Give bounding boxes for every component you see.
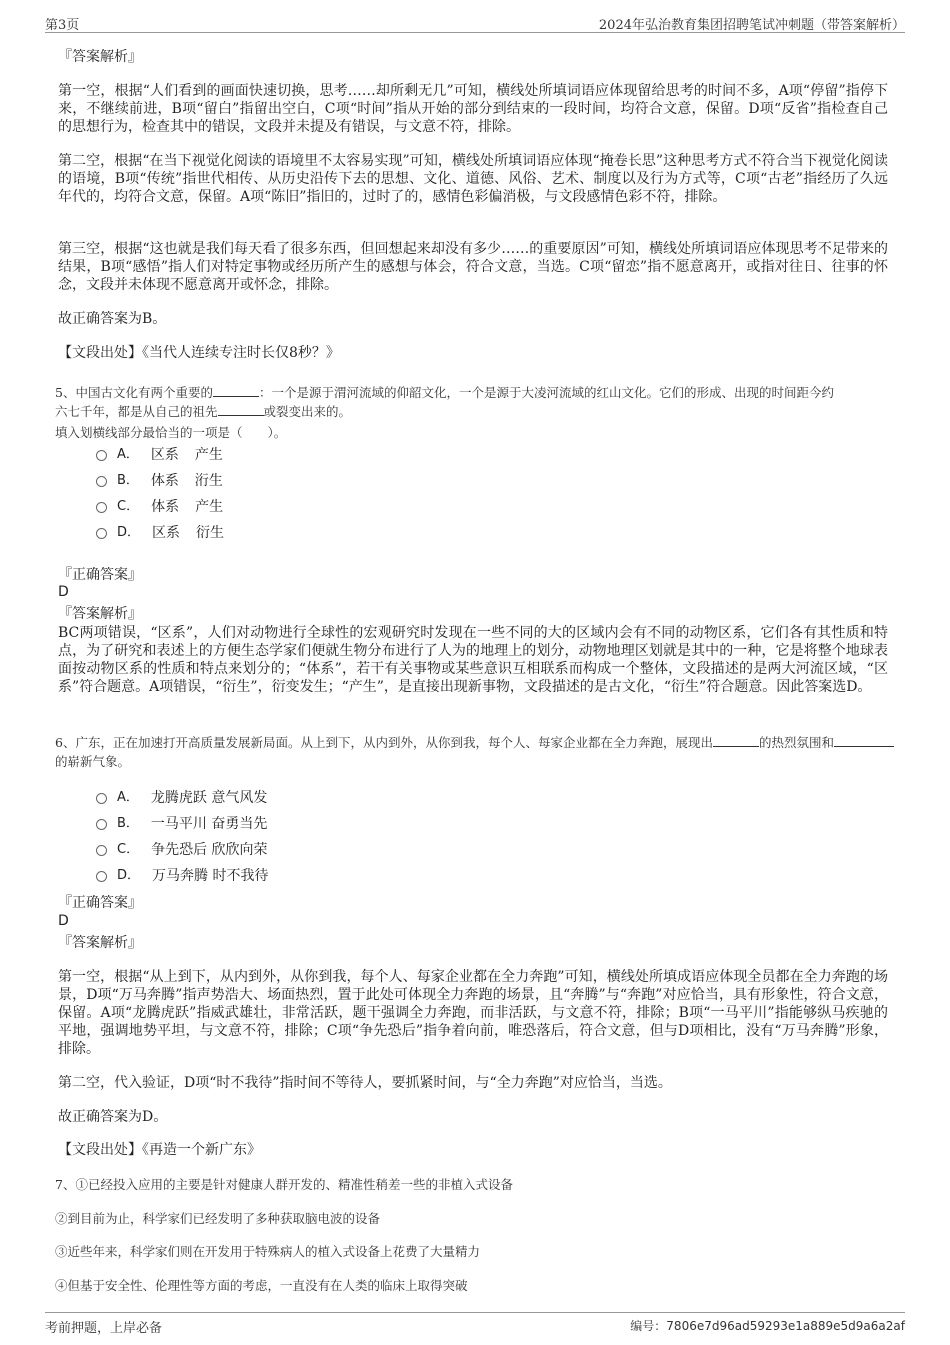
q7-statement-4: ④但基于安全性、伦理性等方面的考虑，一直没有在人类的临床上取得突破 [55, 1278, 468, 1293]
q6-stem [55, 733, 895, 771]
radio-icon[interactable] [96, 528, 107, 539]
q6-explanation-label: 『答案解析』 [58, 935, 142, 951]
q6-explanation-para2: 第二空，代入验证，D项“时不我待”指时间不等待人，要抓紧时间，与“全力奔跑”对应恰当，当选。 [58, 1075, 672, 1091]
radio-icon[interactable] [96, 845, 107, 856]
q5-option-d[interactable]: D． 区系 衍生 [96, 524, 224, 542]
q7-statement-3: ③近些年来，科学家们则在开发用于特殊病人的植入式设备上花费了大量精力 [55, 1244, 481, 1259]
document-title: 2024年弘治教育集团招聘笔试冲刺题（带答案解析） [598, 18, 905, 33]
blank-line [218, 403, 264, 416]
radio-icon[interactable] [96, 450, 107, 461]
q5-option-a[interactable]: A． 区系 产生 [96, 446, 223, 464]
q5-explanation: BC两项错误，“区系”，人们对动物进行全球性的宏观研究时发现在一些不同的大的区域内会有不同的动物区系，它们各有其性质和特点，为了研究和表述上的方便生态学家们便就生物分布进行了人为的地理上的划分，动物地理区划就是其中的一种，它是将整个地球表面按动物区系的性质和特点来划分的；“体系”，若干有关事物或某些意识互相联系而构成一个整体，文段描述的是两大河流区域，“区系”符合题意。A项错误，“衍生”，衍变发生；“产生”，是直接出现新事物，文段描述的是古文化，“衍生”符合题意。因此答案选D。 [58, 625, 888, 695]
q5-stem-part: 或裂变出来的。 [263, 404, 352, 419]
q7-statement-1: 7、①已经投入应用的主要是针对健康人群开发的、精准性稍差一些的非植入式设备 [55, 1177, 513, 1192]
radio-icon[interactable] [96, 793, 107, 804]
radio-icon[interactable] [96, 819, 107, 830]
q7-statement-2: ②到目前为止，科学家们已经发明了多种获取脑电波的设备 [55, 1211, 381, 1226]
q5-stem [55, 383, 895, 421]
q4-explanation-label: 『答案解析』 [58, 49, 142, 65]
q6-answer: D [58, 913, 69, 929]
q6-option-d[interactable]: D． 万马奔腾 时不我待 [96, 867, 268, 885]
q6-option-b[interactable]: B． 一马平川 奋勇当先 [96, 815, 267, 833]
q5-option-b[interactable]: B． 体系 洐生 [96, 472, 223, 490]
blank-line [213, 384, 259, 397]
q4-explanation-para3: 第三空，根据“这也就是我们每天看了很多东西，但回想起来却没有多少……的重要原因”可知，横线处所填词语应体现思考不足带来的结果，B项“感悟”指人们对特定事物或经历所产生的感想与体会，符合文意，当选。C项“留恋”指不愿意离开，或指对往日、往事的怀念，文段并未体现不愿意离开或怀念，排除。 [58, 241, 888, 293]
q4-source: 【文段出处】《当代人连续专注时长仅8秒？》 [58, 345, 340, 361]
q5-explanation-label: 『答案解析』 [58, 606, 142, 622]
q5-stem-part: 六七千年，都是从自己的祖先 [55, 404, 218, 419]
q5-prompt: 填入划横线部分最恰当的一项是（ ）。 [55, 425, 287, 440]
q4-explanation-para1: 第一空，根据“人们看到的画面快速切换，思考……却所剩无几”可知，横线处所填词语应体现留给思考的时间不多，A项“停留”指停下来，不继续前进，B项“留白”指留出空白，C项“时间”指从开始的部分到结束的一段时间，均符合文意，保留。D项“反省”指检查自己的思想行为，检查其中的错误，文段并未提及有错误，与文意不符，排除。 [58, 83, 888, 135]
page-number: 第3页 [45, 18, 80, 33]
document-id: 编号：7806e7d96ad59293e1a889e5d9a6a2af [630, 1319, 905, 1333]
q6-stem-part: 的崭新气象。 [55, 754, 131, 769]
blank-line [713, 734, 759, 747]
radio-icon[interactable] [96, 502, 107, 513]
footer-slogan: 考前押题，上岸必备 [45, 1321, 163, 1336]
blank-line [834, 734, 894, 747]
q6-option-a[interactable]: A． 龙腾虎跃 意气风发 [96, 789, 267, 807]
page-footer [45, 1312, 905, 1335]
radio-icon[interactable] [96, 476, 107, 487]
q5-option-c[interactable]: C． 体系 产生 [96, 498, 223, 516]
q4-explanation-para2: 第二空，根据“在当下视觉化阅读的语境里不太容易实现”可知，横线处所填词语应体现“掩卷长思”这种思考方式不符合当下视觉化阅读的语境，B项“传统”指世代相传、从历史沿传下去的思想、文化、道德、风俗、艺术、制度以及行为方式等，C项“古老”指经历了久远年代的，均符合文意，保留。A项“陈旧”指旧的，过时了的，感情色彩偏消极，与文段感情色彩不符，排除。 [58, 153, 888, 205]
q4-conclusion: 故正确答案为B。 [58, 311, 167, 327]
q5-answer-label: 『正确答案』 [58, 567, 142, 583]
q6-option-c[interactable]: C． 争先恐后 欣欣向荣 [96, 841, 268, 859]
q6-explanation-para1: 第一空，根据“从上到下，从内到外，从你到我，每个人、每家企业都在全力奔跑”可知，横线处所填成语应体现全员都在全力奔跑的场景，D项“万马奔腾”指声势浩大、场面热烈，置于此处可体现全力奔跑的场景，且“奔腾”与“奔跑”对应恰当，具有形象性，符合文意，保留。A项“龙腾虎跃”指威武雄壮，非常活跃，题干强调全力奔跑，而非活跃，与文意不符，排除；B项“一马平川”指能够纵马疾驰的平地，强调地势平坦，与文意不符，排除；C项“争先恐后”指争着向前，唯恐落后，符合文意，但与D项相比，没有“万马奔腾”形象，排除。 [58, 969, 888, 1057]
q6-conclusion: 故正确答案为D。 [58, 1109, 168, 1125]
q6-stem-part: 6、广东，正在加速打开高质量发展新局面。从上到下，从内到外，从你到我，每个人、每家企业都在全力奔跑，展现出 [55, 735, 713, 750]
q5-stem-part: ：一个是源于渭河流域的仰韶文化，一个是源于大凌河流域的红山文化。它们的形成、出现的时间距今约 [258, 385, 834, 400]
q5-stem-part: 5、中国古文化有两个重要的 [55, 385, 213, 400]
q6-source: 【文段出处】《再造一个新广东》 [58, 1142, 261, 1158]
radio-icon[interactable] [96, 871, 107, 882]
q6-answer-label: 『正确答案』 [58, 895, 142, 911]
q5-answer: D [58, 584, 69, 600]
q6-stem-part: 的热烈氛围和 [758, 735, 834, 750]
page-header [45, 12, 905, 33]
